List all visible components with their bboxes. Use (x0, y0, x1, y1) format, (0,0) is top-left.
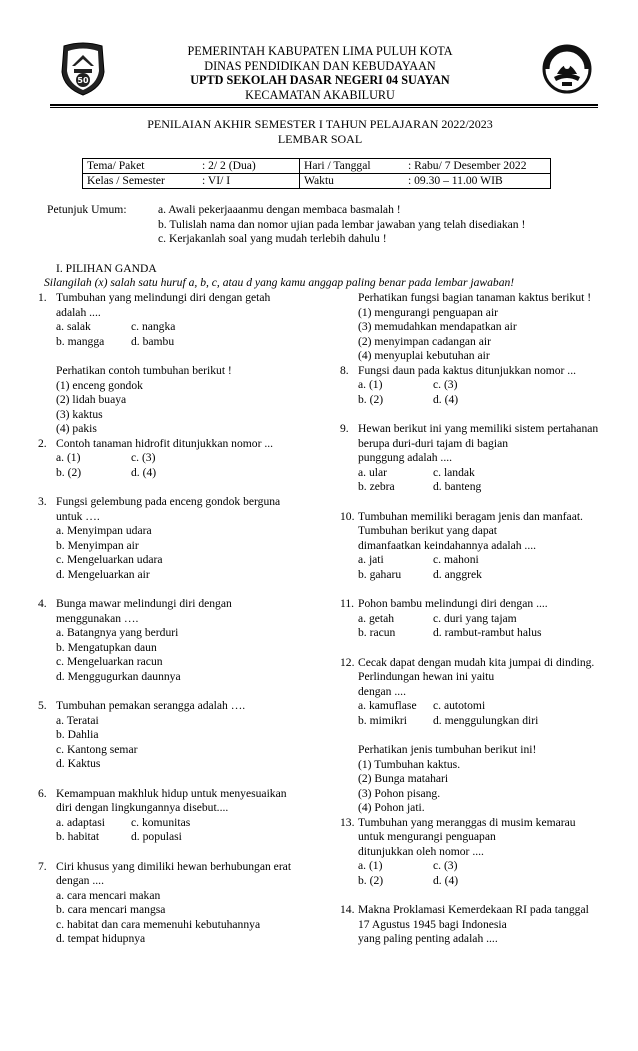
info-cell: : Rabu/ 7 Desember 2022 (404, 159, 551, 174)
question-text: untuk …. (56, 509, 100, 523)
question-text: Perlindungan hewan ini yaitu (358, 670, 495, 683)
tut-wuri-handayani-logo-icon (542, 44, 592, 94)
question-text: Contoh tanaman hidrofit ditunjukkan nomor ... (56, 436, 274, 450)
question-text: Tumbuhan yang melindungi diri dengan getah (56, 291, 271, 304)
question-text: menggunakan …. (56, 611, 139, 625)
info-cell: : VI/ I (198, 174, 300, 189)
stimulus-item: (4) pakis (56, 422, 97, 435)
option: d. (4) (433, 392, 459, 406)
option: d. bambu (131, 334, 175, 348)
question-number: 10. (340, 509, 355, 523)
question-text: Cecak dapat dengan mudah kita jumpai di dinding. (358, 655, 595, 669)
info-cell: Kelas / Semester (83, 174, 199, 189)
question-11 (340, 597, 626, 641)
school-header (120, 44, 520, 102)
option: c. komunitas (131, 815, 191, 829)
question-number: 1. (38, 291, 47, 304)
header-government: PEMERINTAH KABUPATEN LIMA PULUH KOTA (187, 44, 453, 58)
question-number: 5. (38, 699, 47, 712)
header-school-name: UPTD SEKOLAH DASAR NEGERI 04 SUAYAN (190, 73, 450, 88)
question-text: Makna Proklamasi Kemerdekaan RI pada tanggal (358, 903, 589, 916)
instruction-item: a. Awali pekerjaaanmu dengan membaca basmalah ! (158, 203, 401, 216)
question-number: 7. (38, 859, 47, 873)
question-13 (340, 816, 626, 889)
option: a. getah (358, 611, 395, 625)
question-text: yang paling penting adalah .... (358, 932, 498, 945)
instruction-item: c. Kerjakanlah soal yang mudah terlebih dahulu ! (158, 232, 387, 245)
question-text: ditunjukkan oleh nomor .... (358, 844, 484, 858)
option: c. (3) (433, 378, 458, 391)
info-cell: Waktu (300, 174, 405, 189)
option: d. Mengeluarkan air (56, 567, 150, 581)
option: b. habitat (56, 830, 100, 843)
option: c. mahoni (433, 553, 479, 566)
option: d. rambut-rambut halus (433, 626, 542, 639)
stimulus-item: (3) Pohon pisang. (358, 786, 441, 800)
question-text: diri dengan lingkungannya disebut.... (56, 801, 229, 814)
option: b. mangga (56, 334, 105, 348)
question-text: dengan .... (56, 874, 104, 887)
question-number: 12. (340, 655, 355, 669)
option: a. adaptasi (56, 815, 105, 829)
question-14 (340, 903, 626, 947)
option: a. (1) (56, 451, 81, 464)
option: b. gaharu (358, 567, 402, 581)
option: d. Kaktus (56, 757, 101, 770)
question-5 (38, 699, 328, 772)
stimulus-item: (2) menyimpan cadangan air (358, 334, 491, 348)
question-text: Kemampuan makhluk hidup untuk menyesuaikan (56, 786, 287, 800)
option: b. Mengatupkan daun (56, 640, 157, 654)
info-row (83, 159, 551, 174)
stimulus-item: (1) enceng gondok (56, 378, 143, 392)
option: c. (3) (131, 451, 156, 464)
question-number: 14. (340, 903, 355, 916)
info-cell: Tema/ Paket (83, 159, 199, 174)
stimulus-item: (2) lidah buaya (56, 393, 127, 406)
instructions-label: Petunjuk Umum: (47, 203, 127, 216)
stimulus-text: Perhatikan fungsi bagian tanaman kaktus berikut ! (358, 291, 592, 304)
question-text: Tumbuhan pemakan serangga adalah …. (56, 699, 246, 712)
option: a. Batangnya yang berduri (56, 626, 179, 639)
question-text: Fungsi daun pada kaktus ditunjukkan nomor ... (358, 363, 577, 377)
question-text: Hewan berikut ini yang memiliki sistem pertahanan (358, 422, 599, 435)
option: b. zebra (358, 480, 395, 493)
header-divider-thick (50, 104, 598, 106)
option: b. (2) (56, 465, 82, 479)
header-district: KECAMATAN AKABILURU (245, 87, 395, 102)
instruction-item: b. Tulislah nama dan nomor ujian pada lembar jawaban yang telah disediakan ! (158, 217, 526, 231)
option: d. (4) (433, 873, 459, 887)
option: d. menggulungkan diri (433, 713, 539, 727)
question-text: Fungsi gelembung pada enceng gondok berguna (56, 495, 281, 508)
option: d. anggrek (433, 567, 482, 581)
info-cell: : 2/ 2 (Dua) (198, 159, 300, 174)
stimulus-cactus (340, 291, 626, 364)
question-text: Tumbuhan yang meranggas di musim kemarau (358, 815, 576, 829)
option: c. nangka (131, 320, 176, 333)
question-12 (340, 656, 626, 729)
stimulus-item: (4) Pohon jati. (358, 801, 425, 814)
question-number: 9. (340, 422, 349, 435)
stimulus-item: (2) Bunga matahari (358, 772, 449, 785)
option: a. (1) (358, 859, 383, 872)
option: c. Mengeluarkan udara (56, 553, 163, 566)
questions-right-column (340, 291, 626, 947)
stimulus-item: (3) kaktus (56, 407, 103, 421)
question-text: dengan .... (358, 684, 406, 698)
question-text: berupa duri-duri tajam di bagian (358, 436, 509, 450)
questions-left-column (38, 291, 328, 947)
question-number: 2. (38, 436, 47, 450)
option: d. Menggugurkan daunnya (56, 669, 181, 683)
question-text: Pohon bambu melindungi diri dengan .... (358, 597, 548, 610)
exam-title (120, 117, 520, 146)
option: b. Dahlia (56, 728, 99, 741)
option: a. kamuflase (358, 699, 417, 712)
question-number: 8. (340, 363, 349, 377)
question-number: 13. (340, 815, 355, 829)
question-number: 4. (38, 597, 47, 610)
option: a. Menyimpan udara (56, 524, 152, 537)
option: a. salak (56, 320, 91, 333)
option: c. Kantong semar (56, 742, 138, 756)
option: b. mimikri (358, 713, 407, 727)
option: a. cara mencari makan (56, 888, 161, 902)
info-cell: Hari / Tanggal (300, 159, 405, 174)
question-4 (38, 597, 328, 684)
header-divider-thin (50, 107, 598, 108)
option: a. jati (358, 553, 384, 566)
option: d. (4) (131, 465, 157, 479)
question-number: 3. (38, 495, 47, 508)
question-text: Bunga mawar melindungi diri dengan (56, 597, 232, 610)
option: b. racun (358, 626, 396, 639)
option: b. (2) (358, 392, 384, 406)
option: d. banteng (433, 480, 482, 493)
question-6 (38, 787, 328, 845)
regency-emblem-icon (58, 42, 108, 96)
option: c. autotomi (433, 699, 486, 712)
question-3 (38, 495, 328, 582)
question-8 (340, 364, 626, 408)
question-text: 17 Agustus 1945 bagi Indonesia (358, 917, 507, 931)
stimulus-text: Perhatikan contoh tumbuhan berikut ! (56, 364, 232, 377)
option: b. Menyimpan air (56, 538, 139, 552)
question-text: Tumbuhan berikut yang dapat (358, 524, 498, 537)
question-text: untuk mengurangi penguapan (358, 830, 496, 843)
stimulus-item: (1) Tumbuhan kaktus. (358, 757, 461, 771)
stimulus-item: (1) mengurangi penguapan air (358, 305, 499, 319)
exam-title-line: PENILAIAN AKHIR SEMESTER I TAHUN PELAJARAN 2022/2023 (147, 117, 493, 131)
option: c. duri yang tajam (433, 611, 517, 625)
question-10 (340, 510, 626, 583)
question-1 (38, 291, 328, 349)
question-number: 6. (38, 786, 47, 800)
option: c. (3) (433, 859, 458, 872)
option: c. landak (433, 465, 475, 479)
question-2 (38, 437, 328, 481)
question-text: Tumbuhan memiliki beragam jenis dan manfaat. (358, 509, 583, 523)
option: c. habitat dan cara memenuhi kebutuhannya (56, 917, 261, 931)
stimulus-plant-types (340, 743, 626, 816)
stimulus-item: (4) menyuplai kebutuhan air (358, 349, 490, 362)
exam-info-table (82, 158, 551, 189)
option: b. (2) (358, 873, 384, 887)
stimulus-plants (38, 364, 328, 437)
option: a. (1) (358, 378, 383, 391)
question-number: 11. (340, 597, 355, 610)
section-heading: I. PILIHAN GANDA (56, 262, 157, 275)
svg-text:50: 50 (77, 76, 89, 85)
option: d. tempat hidupnya (56, 932, 146, 945)
stimulus-item: (3) memudahkan mendapatkan air (358, 320, 517, 333)
question-9 (340, 422, 626, 495)
question-text: dimanfaatkan keindahannya adalah .... (358, 538, 537, 552)
question-text: punggung adalah .... (358, 451, 453, 464)
stimulus-text: Perhatikan jenis tumbuhan berikut ini! (358, 743, 537, 756)
option: d. populasi (131, 830, 182, 843)
option: a. Teratai (56, 713, 99, 727)
section-instruction: Silangilah (x) salah satu huruf a, b, c, atau d yang kamu anggap paling benar pada lembar jawaban! (44, 276, 515, 289)
option: b. cara mencari mangsa (56, 903, 166, 916)
option: c. Mengeluarkan racun (56, 655, 163, 668)
exam-subtitle: LEMBAR SOAL (277, 131, 363, 146)
question-text: Ciri khusus yang dimiliki hewan berhubungan erat (56, 859, 292, 873)
info-cell: : 09.30 – 11.00 WIB (404, 174, 551, 189)
header-department: DINAS PENDIDIKAN DAN KEBUDAYAAN (204, 58, 436, 73)
option: a. ular (358, 465, 387, 479)
question-7 (38, 860, 328, 947)
question-text: adalah .... (56, 305, 101, 319)
info-row (83, 174, 551, 189)
